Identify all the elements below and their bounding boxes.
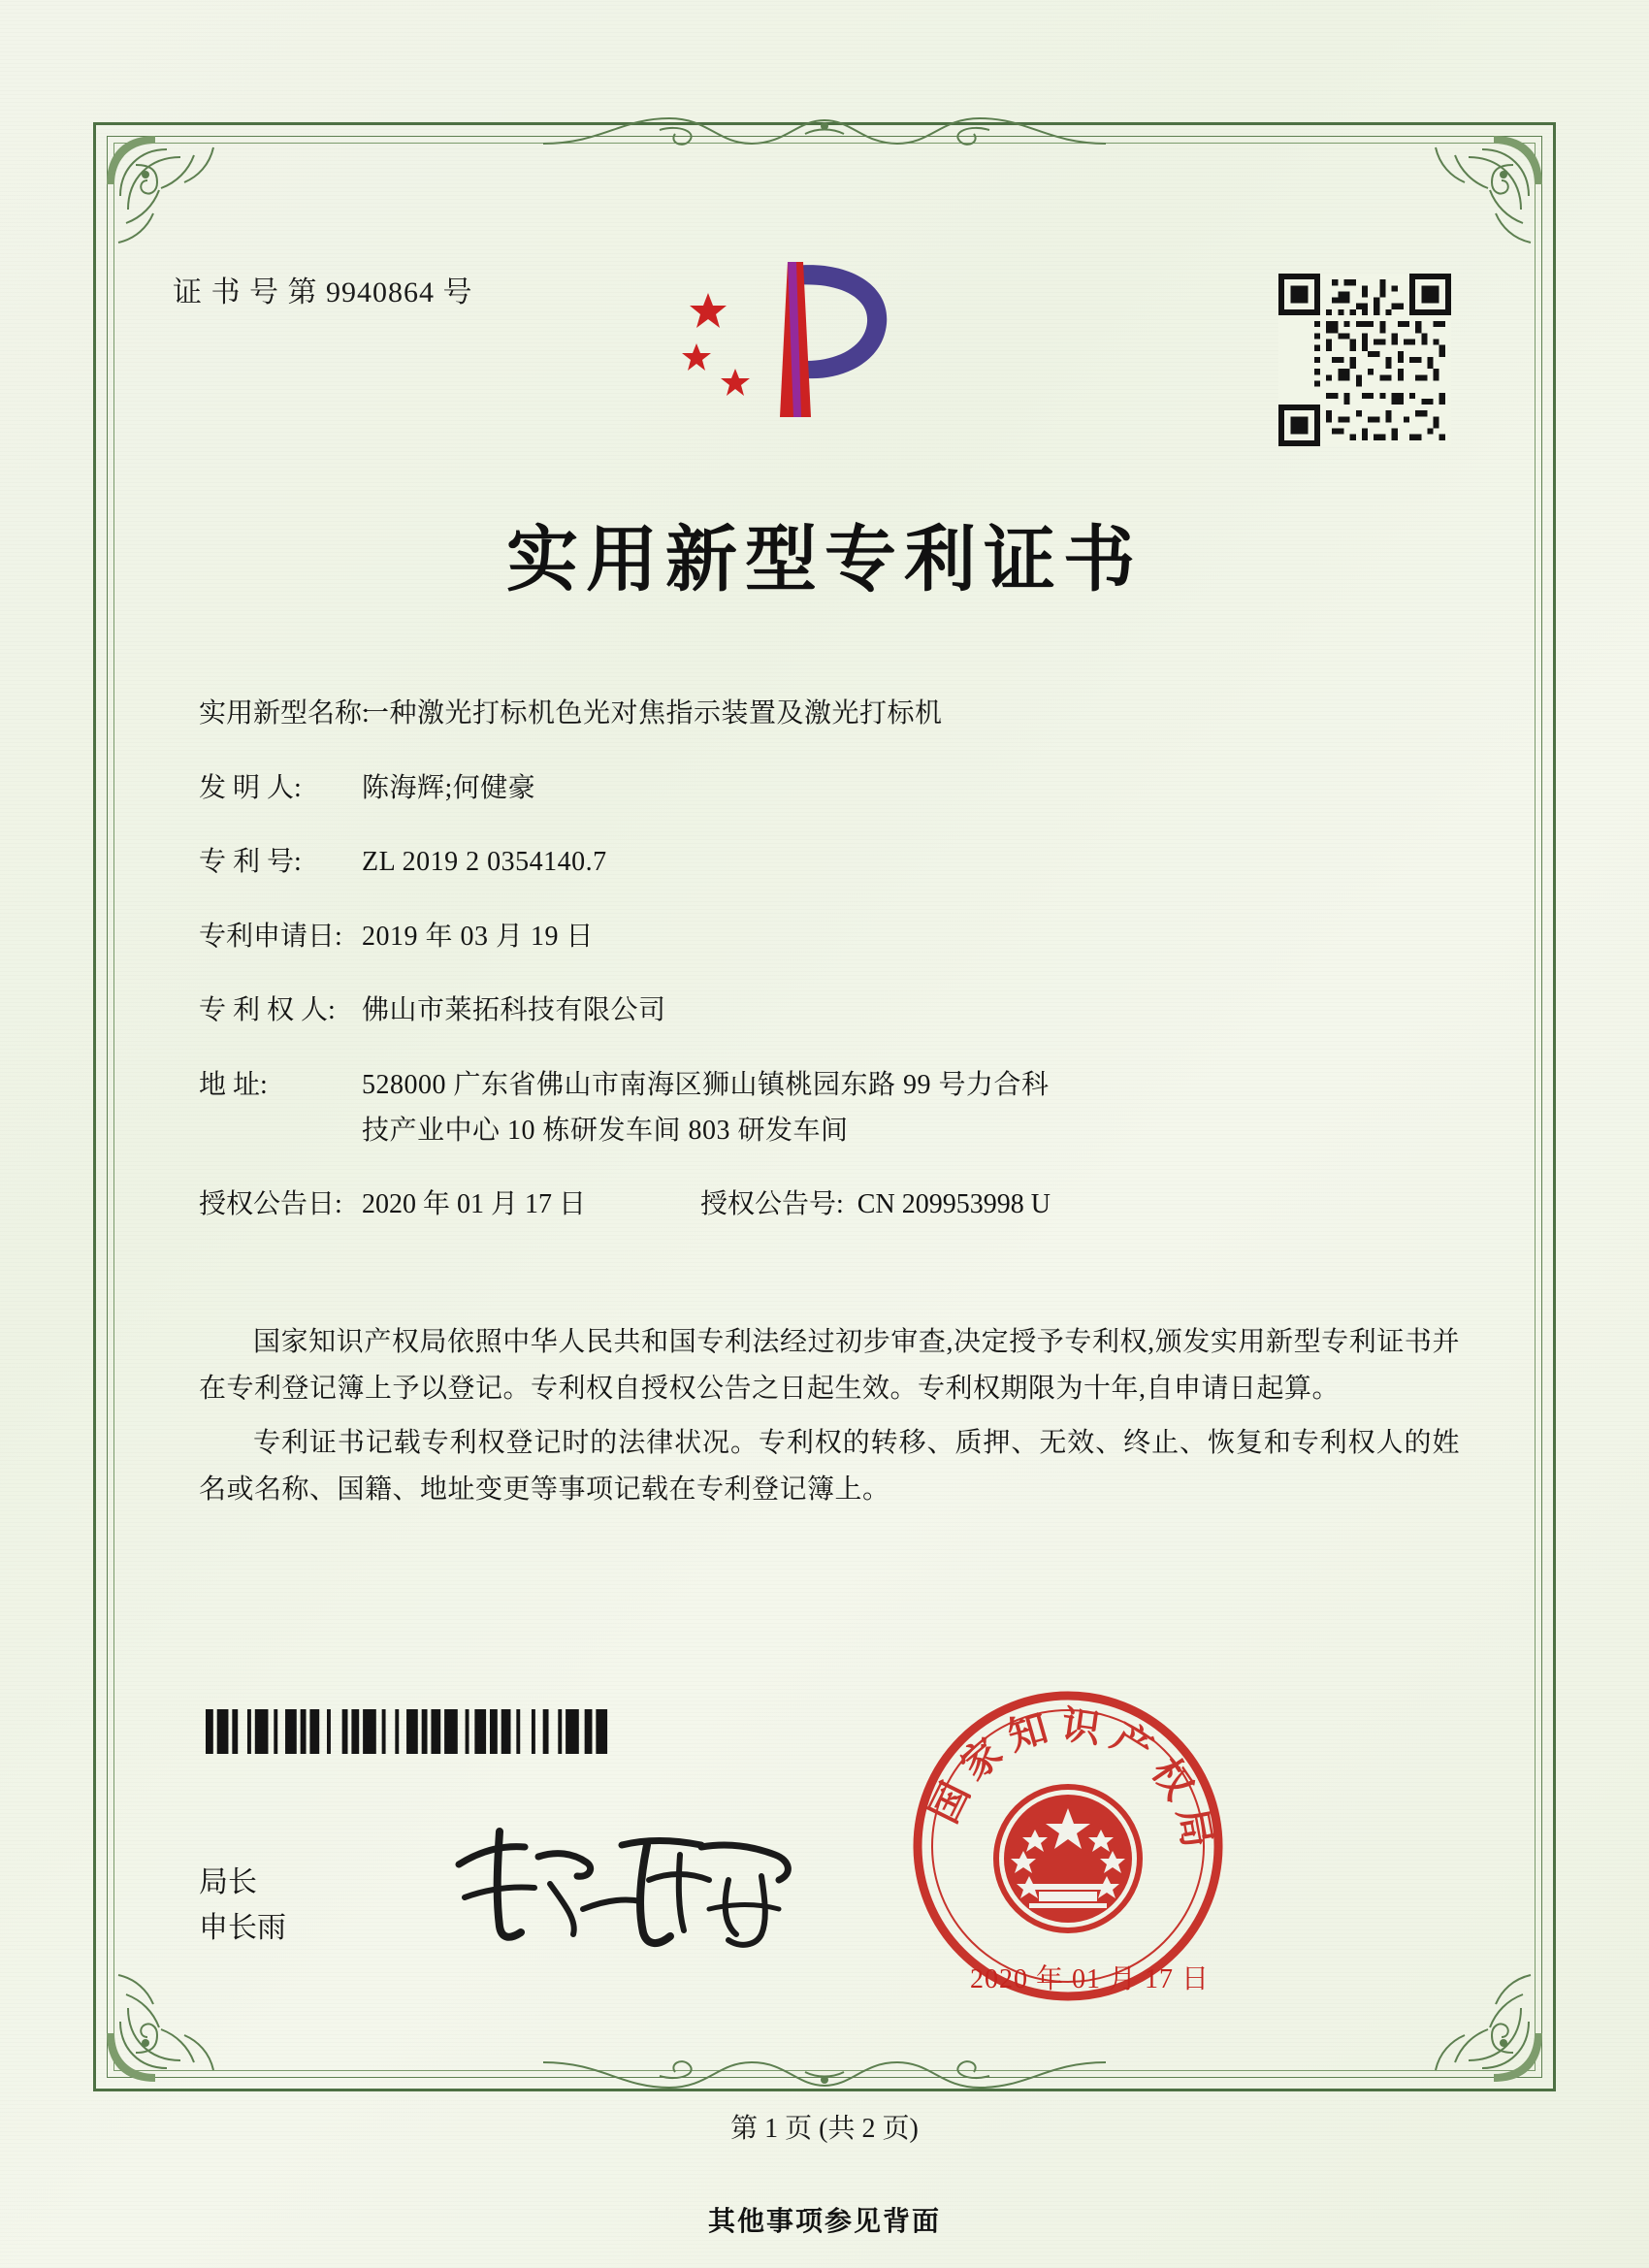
grant-date-value: 2020 年 01 月 17 日 <box>362 1189 587 1220</box>
svg-text:国家知识产权局: 国家知识产权局 <box>921 1701 1222 1861</box>
field-label: 专 利 权 人: <box>199 995 336 1026</box>
field-utility-model-name <box>199 695 1479 734</box>
field-value: 陈海辉;何健豪 <box>362 772 536 803</box>
grant-number-group <box>700 1185 1051 1225</box>
field-label: 发 明 人: <box>199 772 302 803</box>
cnipa-logo-icon <box>679 254 931 429</box>
field-label: 实用新型名称: <box>199 698 370 729</box>
signature-block <box>199 1861 286 1951</box>
seal-date: 2020 年 01 月 17 日 <box>970 1964 1211 1994</box>
field-application-date <box>199 918 1479 957</box>
field-grant-row <box>199 1185 1479 1225</box>
page-number: 第 1 页 (共 2 页) <box>730 2114 919 2144</box>
qr-code-icon <box>1278 274 1451 446</box>
field-label: 专利申请日: <box>199 921 342 952</box>
field-value: 2019 年 03 月 19 日 <box>362 921 595 952</box>
handwritten-signature-icon <box>441 1812 820 1958</box>
address-line-2: 技产业中心 10 栋研发车间 803 研发车间 <box>362 1115 849 1146</box>
certificate-number: 证 书 号 第 9940864 号 <box>173 276 473 308</box>
field-inventor <box>199 769 1479 809</box>
paragraph-2: 专利证书记载专利权登记时的法律状况。专利权的转移、质押、无效、终止、恢复和专利权人的姓名或名称、国籍、地址变更等事项记载在专利登记簿上。 <box>199 1428 1460 1506</box>
director-title: 局长 <box>199 1866 257 1898</box>
grant-number-label: 授权公告号: <box>700 1189 844 1220</box>
field-value: 一种激光打标机色光对焦指示装置及激光打标机 <box>362 698 943 729</box>
field-list <box>199 695 1479 1235</box>
barcode-icon <box>206 1709 611 1754</box>
field-label: 专 利 号: <box>199 847 302 878</box>
grant-date-label: 授权公告日: <box>199 1189 342 1220</box>
field-value: ZL 2019 2 0354140.7 <box>362 847 607 878</box>
field-patentee <box>199 991 1479 1031</box>
field-value-group <box>362 1066 1479 1150</box>
field-address <box>199 1066 1479 1150</box>
footer-scroll-ornament-icon <box>543 2043 1106 2101</box>
back-side-note: 其他事项参见背面 <box>707 2207 941 2237</box>
field-patent-number <box>199 843 1479 883</box>
grant-number-value: CN 209953998 U <box>857 1189 1051 1220</box>
address-line-1: 528000 广东省佛山市南海区狮山镇桃园东路 99 号力合科 <box>362 1069 1050 1100</box>
page-title: 实用新型专利证书 <box>506 518 1143 601</box>
field-label: 地 址: <box>199 1069 268 1100</box>
paragraph-1: 国家知识产权局依照中华人民共和国专利法经过初步审查,决定授予专利权,颁发实用新型专利证书并在专利登记簿上予以登记。专利权自授权公告之日起生效。专利权期限为十年,自申请日起算。 <box>199 1327 1460 1405</box>
field-value: 佛山市莱拓科技有限公司 <box>362 995 666 1026</box>
director-name: 申长雨 <box>199 1911 286 1944</box>
legal-text-block <box>199 1319 1460 1522</box>
header-scroll-ornament-icon <box>543 105 1106 163</box>
